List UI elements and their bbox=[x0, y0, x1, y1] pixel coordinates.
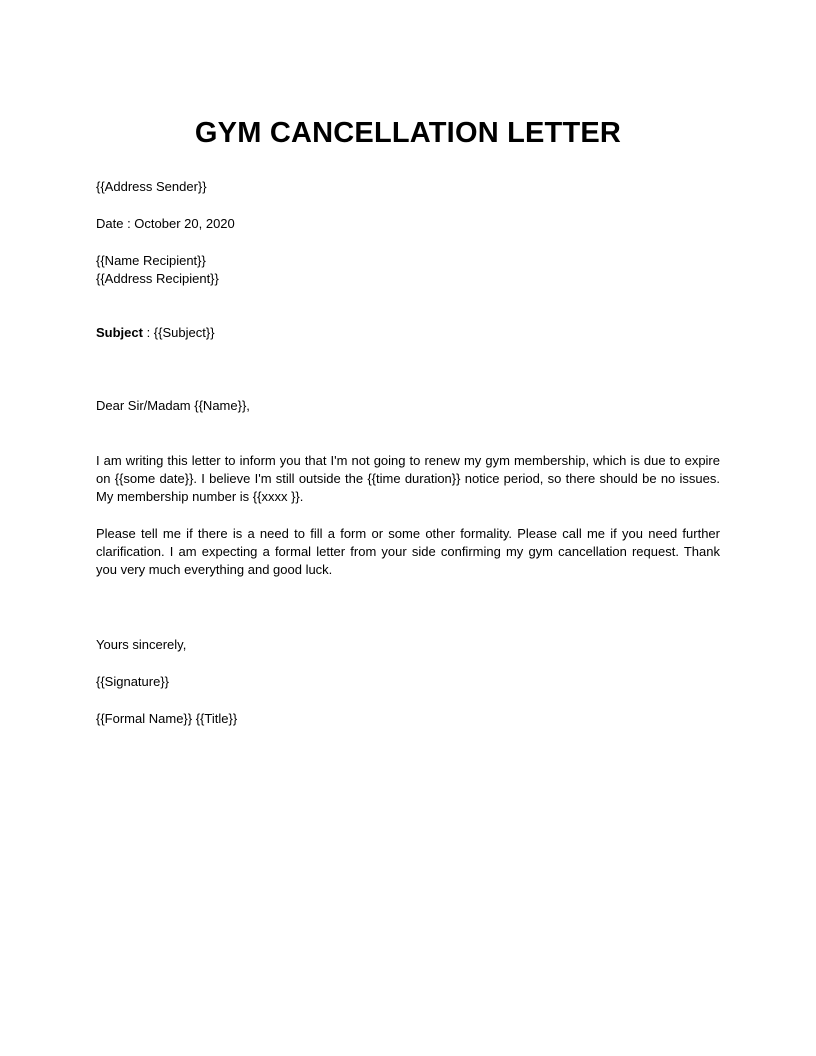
subject-line bbox=[96, 324, 215, 342]
salutation: Dear Sir/Madam {{Name}}, bbox=[96, 398, 250, 413]
body-paragraph-1: I am writing this letter to inform you that I'm not going to renew my gym membership, which is due to expire on {{some date}}. I believe I'm still outside the {{time duration}} notice period, so there should be no issues. My membership number is {{xxxx }}. bbox=[96, 453, 720, 504]
address-sender: {{Address Sender}} bbox=[96, 179, 207, 194]
closing: Yours sincerely, bbox=[96, 637, 187, 652]
formal-name-title: {{Formal Name}} {{Title}} bbox=[96, 711, 238, 726]
body-paragraph-2: Please tell me if there is a need to fill a form or some other formality. Please call me if you need further clarification. I am expecting a formal letter from your side confirming my gym cancellation request. Thank you very much everything and good luck. bbox=[96, 526, 720, 577]
signature: {{Signature}} bbox=[96, 674, 170, 689]
address-recipient: {{Address Recipient}} bbox=[96, 271, 219, 286]
subject-label: Subject bbox=[96, 325, 143, 340]
name-recipient: {{Name Recipient}} bbox=[96, 253, 206, 268]
subject-value: : {{Subject}} bbox=[142, 325, 215, 340]
date-line: Date : October 20, 2020 bbox=[96, 216, 235, 231]
letter-title: GYM CANCELLATION LETTER bbox=[194, 117, 622, 149]
